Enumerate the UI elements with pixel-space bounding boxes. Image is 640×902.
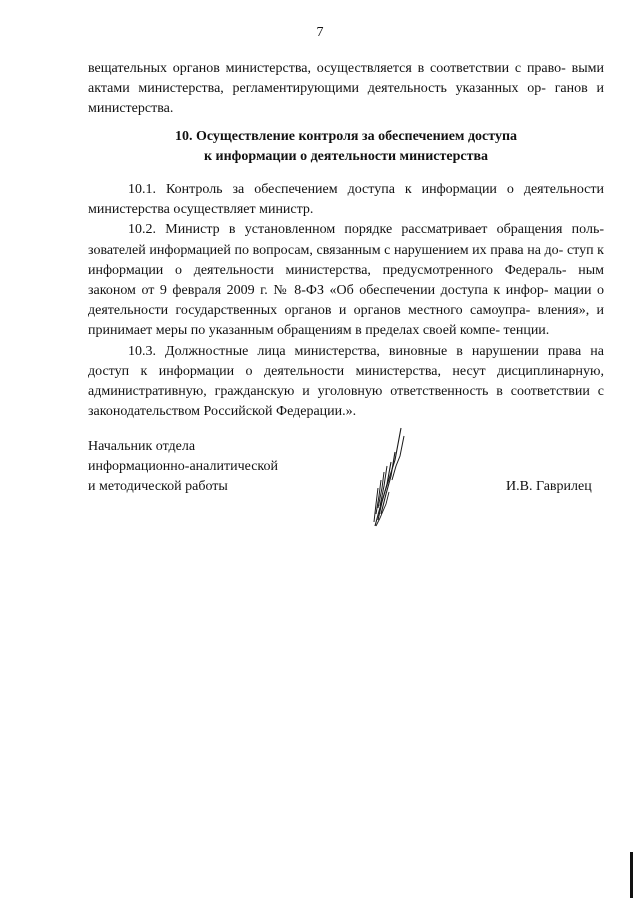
text-line: ным законом от 9 февраля 2009 г. № 8-ФЗ «Об обеспечении доступа к инфор-: [88, 262, 604, 299]
paragraph-10-3: [88, 342, 604, 423]
text-line: ступ к информации о деятельности министерства, предусмотренного Федераль-: [88, 242, 604, 278]
paragraph-10-1: [88, 180, 604, 220]
text-line: вления», и принимает меры по указанным обращениям в пределах своей компе-: [88, 303, 605, 339]
text-line: 10.1. Контроль за обеспечением доступа к информации о деятельности: [128, 182, 604, 197]
signatory-name: И.В. Гаврилец: [506, 479, 592, 494]
text-line: мации о деятельности государственных органов и органов местного самоупра-: [88, 283, 604, 319]
margin-mark: [630, 852, 633, 898]
section-body: [88, 180, 604, 422]
text-line: ганов и министерства.: [88, 81, 604, 117]
page-number: 7: [316, 25, 324, 40]
position-line: и методической работы: [88, 479, 228, 494]
section-heading: [88, 127, 604, 167]
text-line: административную, гражданскую и уголовную ответственность в соответствии: [88, 384, 590, 400]
text-line: министерства осуществляет министр.: [88, 202, 314, 218]
text-line: 10.3. Должностные лица министерства, виновные в нарушении права на: [128, 343, 604, 359]
position-line: информационно-аналитической: [88, 459, 278, 474]
section-title-line: 10. Осуществление контроля за обеспечением доступа: [174, 129, 518, 144]
paragraph-10-2: [88, 220, 604, 341]
text-line: вещательных органов министерства, осуществляется в соответствии с право-: [88, 61, 566, 76]
text-line: зователей информацией по вопросам, связанным с нарушением их права на до-: [88, 242, 564, 258]
signatory-position: [88, 437, 278, 497]
intro-paragraph: [88, 59, 604, 120]
section-title-line: к информации о деятельности министерства: [203, 149, 489, 164]
text-line: тенции.: [503, 323, 550, 339]
text-line: 10.2. Министр в установленном порядке рассматривает обращения поль-: [128, 222, 604, 238]
handwritten-signature: [360, 422, 414, 534]
text-line: выми актами министерства, регламентирующими деятельность указанных ор-: [88, 61, 604, 97]
text-line: с законодательством Российской Федерации.».: [88, 384, 604, 420]
position-line: Начальник отдела: [88, 439, 196, 454]
text-line: доступ к информации о деятельности министерства, несут дисциплинарную,: [88, 363, 604, 379]
intro-text: [88, 59, 604, 120]
